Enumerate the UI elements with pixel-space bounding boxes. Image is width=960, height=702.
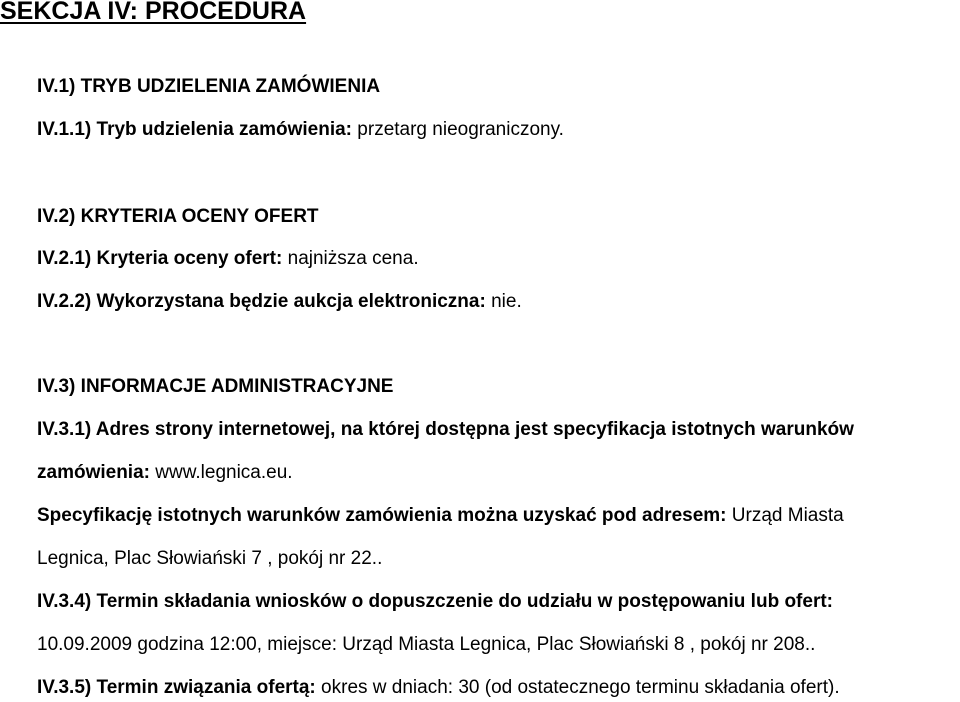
iv3-item1-label: zamówienia: [37,462,150,483]
iv3-item5-label: IV.3.5) Termin związania ofertą: [37,677,316,698]
spec-value-part1: Urząd Miasta [731,505,844,526]
section-title: SEKCJA IV: PROCEDURA [0,0,307,25]
iv2-item1-value: najniższa cena. [287,248,419,269]
iv1-heading: IV.1) TRYB UDZIELENIA ZAMÓWIENIA [37,76,381,97]
iv1-item1 [37,118,564,142]
iv2-item2-label: IV.2.2) Wykorzystana będzie aukcja elektroniczna: [37,291,486,312]
iv3-item1-line2 [37,461,293,485]
iv3-heading: IV.3) INFORMACJE ADMINISTRACYJNE [37,376,394,397]
iv3-item4-value: 10.09.2009 godzina 12:00, miejsce: Urząd Miasta Legnica, Plac Słowiański 8 , pokój nr 208.. [37,634,816,655]
iv3-item4-label: IV.3.4) Termin składania wniosków o dopuszczenie do udziału w postępowaniu lub ofert: [37,591,833,612]
iv2-item1 [37,247,419,271]
iv2-item2 [37,290,522,314]
spec-label: Specyfikację istotnych warunków zamówienia można uzyskać pod adresem: [37,505,727,526]
iv3-item1-line1: IV.3.1) Adres strony internetowej, na której dostępna jest specyfikacja istotnych warunków [37,419,854,440]
spec-line1 [37,504,844,528]
iv2-item1-label: IV.2.1) Kryteria oceny ofert: [37,248,283,269]
iv1-item1-label: IV.1.1) Tryb udzielenia zamówienia: [37,119,353,140]
iv3-item1-value: www.legnica.eu. [155,462,293,483]
iv2-heading: IV.2) KRYTERIA OCENY OFERT [37,206,319,227]
iv3-item5-value: okres w dniach: 30 (od ostatecznego terminu składania ofert). [321,677,840,698]
spec-value-part2: Legnica, Plac Słowiański 7 , pokój nr 22.. [37,548,383,569]
iv3-item5 [37,676,840,700]
iv1-item1-value: przetarg nieograniczony. [357,119,564,140]
iv2-item2-value: nie. [491,291,522,312]
